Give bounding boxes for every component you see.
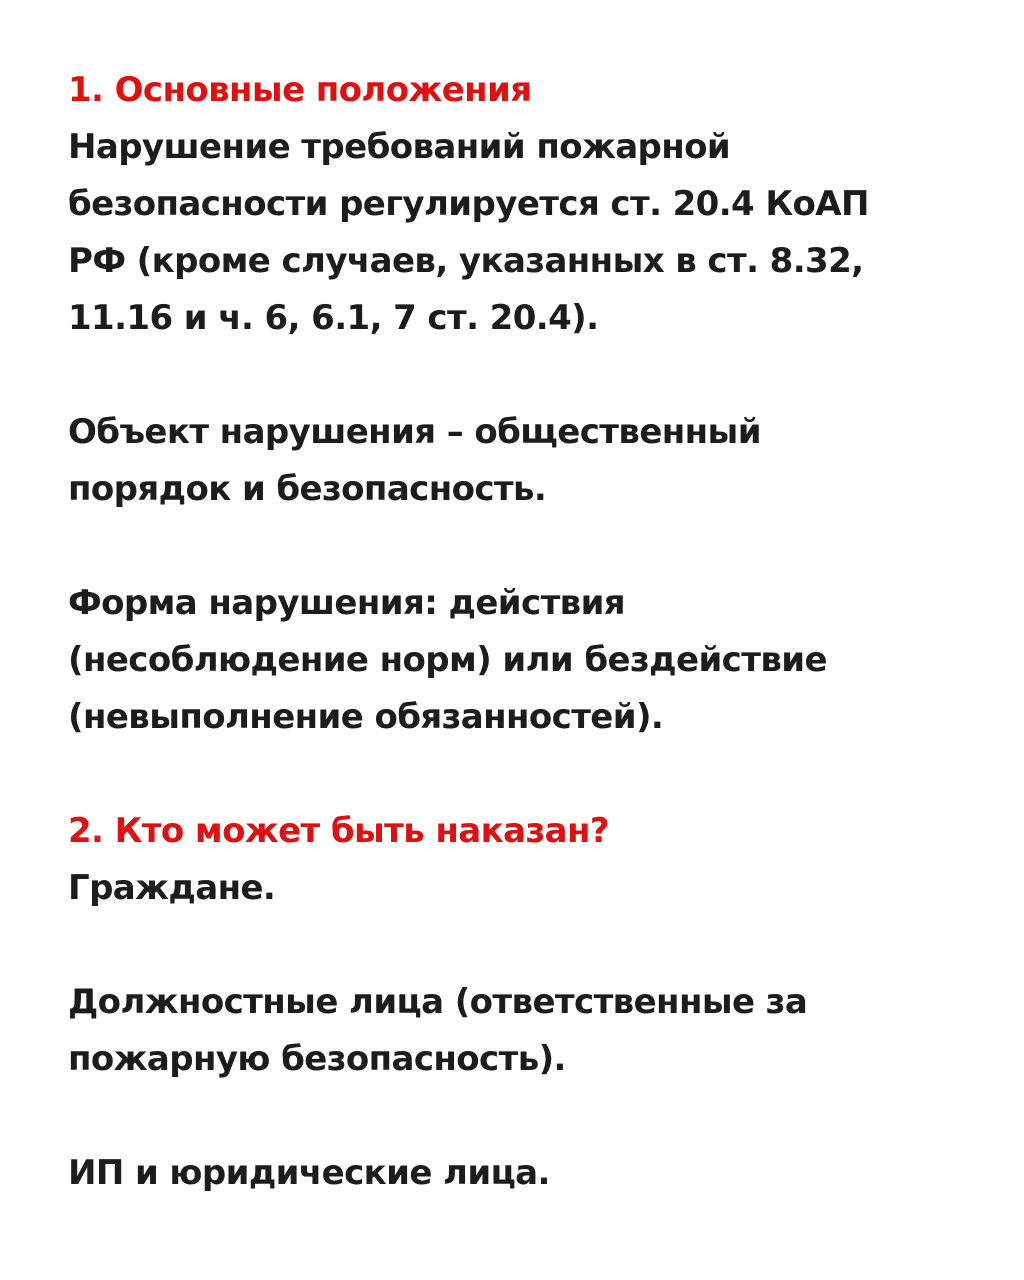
text-line: Граждане. <box>68 868 276 908</box>
paragraph-violation-object <box>68 404 968 518</box>
paragraph-spacer <box>68 1088 968 1145</box>
paragraph-entrepreneurs-legal-entities <box>68 1145 968 1202</box>
text-line: 11.16 и ч. 6, 6.1, 7 ст. 20.4). <box>68 298 599 338</box>
section-who-can-be-punished <box>68 803 968 1202</box>
text-line: Объект нарушения – общественный <box>68 412 761 452</box>
paragraph-spacer <box>68 518 968 575</box>
paragraph-citizens <box>68 860 968 917</box>
paragraph-violation-form <box>68 575 968 746</box>
paragraph-violation-regulation <box>68 119 968 347</box>
document-page <box>68 62 968 1202</box>
text-line: Форма нарушения: действия <box>68 583 626 623</box>
paragraph-spacer <box>68 917 968 974</box>
text-line: пожарную безопасность). <box>68 1039 566 1079</box>
text-line: ИП и юридические лица. <box>68 1153 550 1193</box>
text-line: (несоблюдение норм) или бездействие <box>68 640 827 680</box>
text-line: безопасности регулируется ст. 20.4 КоАП <box>68 184 869 224</box>
paragraph-officials <box>68 974 968 1088</box>
text-line: (невыполнение обязанностей). <box>68 697 664 737</box>
paragraph-spacer <box>68 347 968 404</box>
section-heading: 1. Основные положения <box>68 70 532 110</box>
section-heading: 2. Кто может быть наказан? <box>68 811 609 851</box>
text-line: порядок и безопасность. <box>68 469 547 509</box>
text-line: Нарушение требований пожарной <box>68 127 731 167</box>
section-spacer <box>68 746 968 803</box>
section-main-provisions <box>68 62 968 746</box>
text-line: Должностные лица (ответственные за <box>68 982 808 1022</box>
text-line: РФ (кроме случаев, указанных в ст. 8.32, <box>68 241 864 281</box>
